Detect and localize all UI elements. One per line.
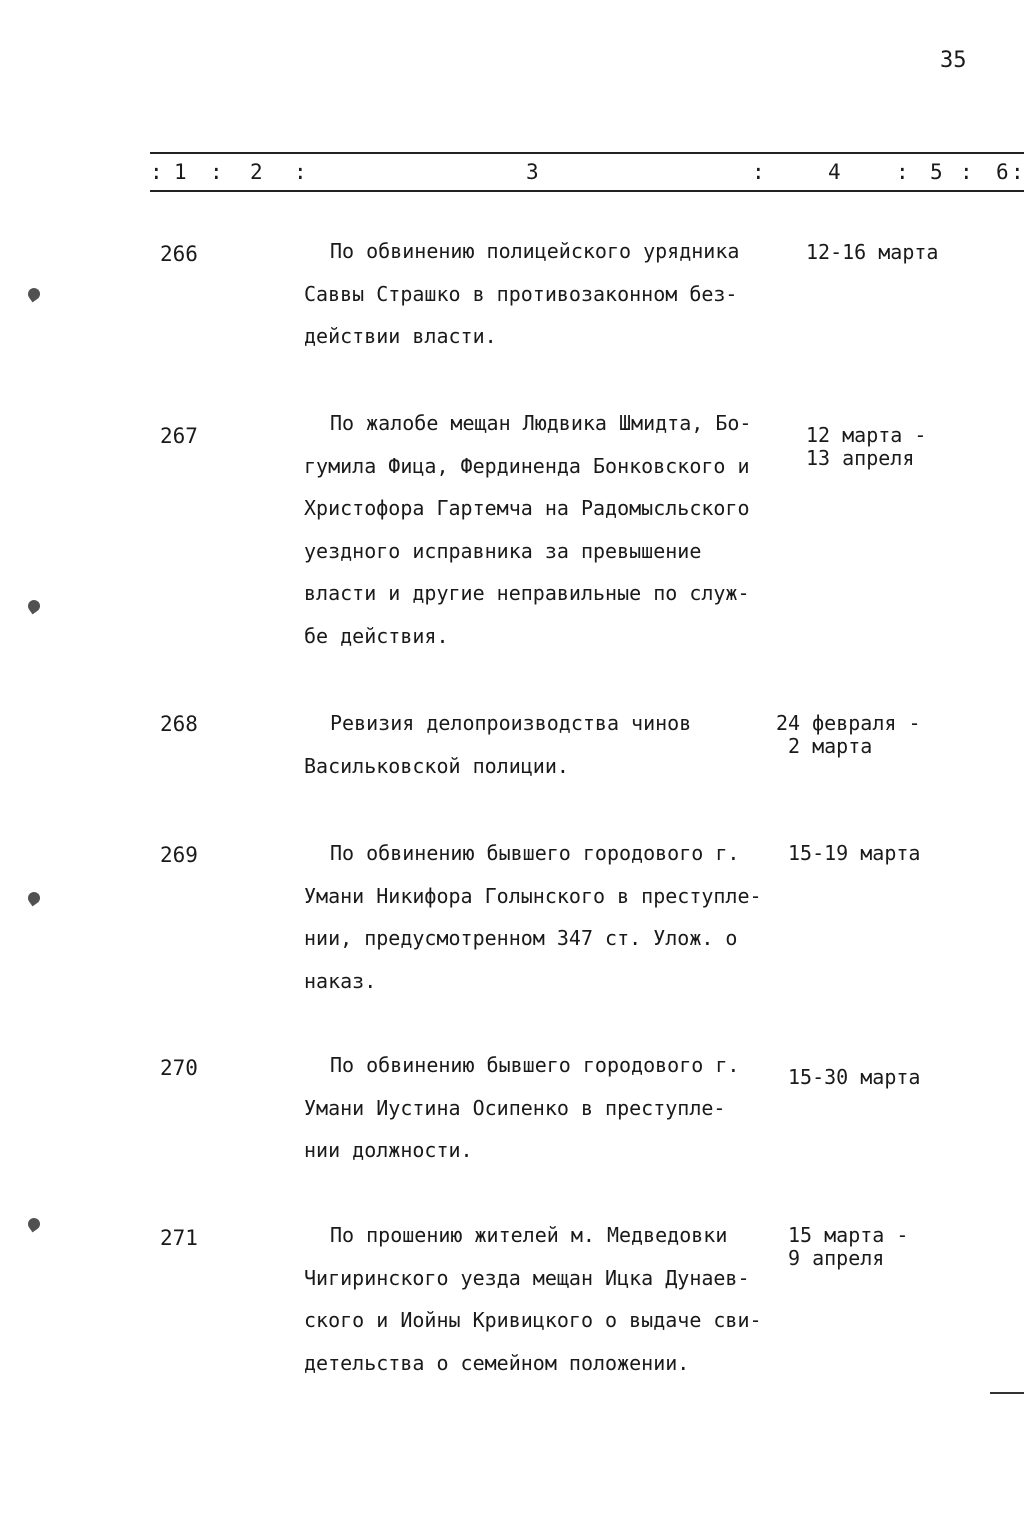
text-line: По прошению жителей м. Медведовки (330, 1223, 728, 1247)
column-separator: : (150, 160, 163, 184)
entry-number: 268 (160, 712, 198, 736)
text-line: бе действия. (304, 623, 449, 648)
entry-number: 266 (160, 242, 198, 266)
date-line: 9 апреля (788, 1246, 885, 1270)
entry-date (776, 712, 921, 758)
text-line: Васильковской полиции. (304, 753, 569, 778)
entry-description (304, 230, 824, 358)
column-header-4: 4 (828, 160, 841, 184)
text-line: Чигиринского уезда мещан Ицка Дунаев- (304, 1265, 750, 1290)
column-header-1: 1 (174, 160, 187, 184)
date-line: 13 апреля (806, 446, 915, 470)
column-separator: : (896, 160, 909, 184)
date-line: 15 марта - (788, 1223, 909, 1247)
column-separator: : (294, 160, 307, 184)
column-header-3: 3 (526, 160, 539, 184)
text-line: ского и Иойны Кривицкого о выдаче сви- (304, 1308, 762, 1332)
text-line: нии, предусмотренном 347 ст. Улож. о (304, 926, 738, 950)
margin-dash-mark (990, 1392, 1024, 1394)
column-separator: : (210, 160, 223, 184)
margin-ink-mark (26, 890, 43, 907)
column-header-2: 2 (250, 160, 263, 184)
text-line: действии власти. (304, 324, 497, 348)
text-line: Умани Иустина Осипенко в преступле- (304, 1095, 726, 1120)
text-line: По жалобе мещан Людвика Шмидта, Бо- (330, 411, 752, 435)
text-line: детельства о семейном положении. (304, 1350, 690, 1375)
column-separator: : (1011, 160, 1024, 184)
entry-number: 270 (160, 1056, 198, 1080)
margin-ink-mark (26, 1216, 43, 1233)
date-line: 15-30 марта (788, 1065, 921, 1089)
entry-date (788, 842, 920, 865)
page-number: 35 (940, 48, 967, 73)
entry-description (304, 832, 824, 1002)
header-rule-bottom (150, 190, 1024, 192)
text-line: По обвинению бывшего городового г. (330, 841, 740, 865)
entry-description (304, 702, 824, 787)
entry-description (304, 402, 824, 657)
date-line: 24 февраля - (776, 711, 921, 735)
text-line: По обвинению полицейского урядника (330, 239, 740, 263)
entry-date (806, 241, 938, 264)
margin-ink-mark (26, 286, 43, 303)
text-line: наказ. (304, 968, 377, 993)
entry-number: 267 (160, 424, 198, 448)
entry-date (806, 424, 926, 470)
text-line: власти и другие неправильные по служ- (304, 581, 750, 605)
date-line: 12 марта - (806, 423, 927, 447)
entry-description (304, 1044, 824, 1172)
entry-number: 269 (160, 843, 198, 867)
entry-date (788, 1066, 920, 1089)
text-line: Умани Никифора Голынского в преступле- (304, 883, 762, 908)
header-rule-top (150, 152, 1024, 154)
text-line: Христофора Гартемча на Радомысльского (304, 496, 750, 520)
column-header-6: 6 (996, 160, 1009, 184)
date-line: 12-16 марта (806, 240, 939, 264)
text-line: Ревизия делопроизводства чинов (330, 711, 692, 735)
column-separator: : (752, 160, 765, 184)
date-line: 15-19 марта (788, 841, 921, 865)
entry-date (788, 1224, 908, 1270)
margin-ink-mark (26, 598, 43, 615)
column-separator: : (960, 160, 973, 184)
text-line: По обвинению бывшего городового г. (330, 1053, 740, 1077)
text-line: нии должности. (304, 1138, 473, 1162)
text-line: Саввы Страшко в противозаконном без- (304, 281, 738, 306)
date-line: 2 марта (788, 734, 873, 758)
text-line: уездного исправника за превышение (304, 538, 702, 563)
entry-number: 271 (160, 1226, 198, 1250)
text-line: гумила Фица, Фердиненда Бонковского и (304, 453, 750, 478)
column-header-5: 5 (930, 160, 943, 184)
entry-description (304, 1214, 824, 1384)
